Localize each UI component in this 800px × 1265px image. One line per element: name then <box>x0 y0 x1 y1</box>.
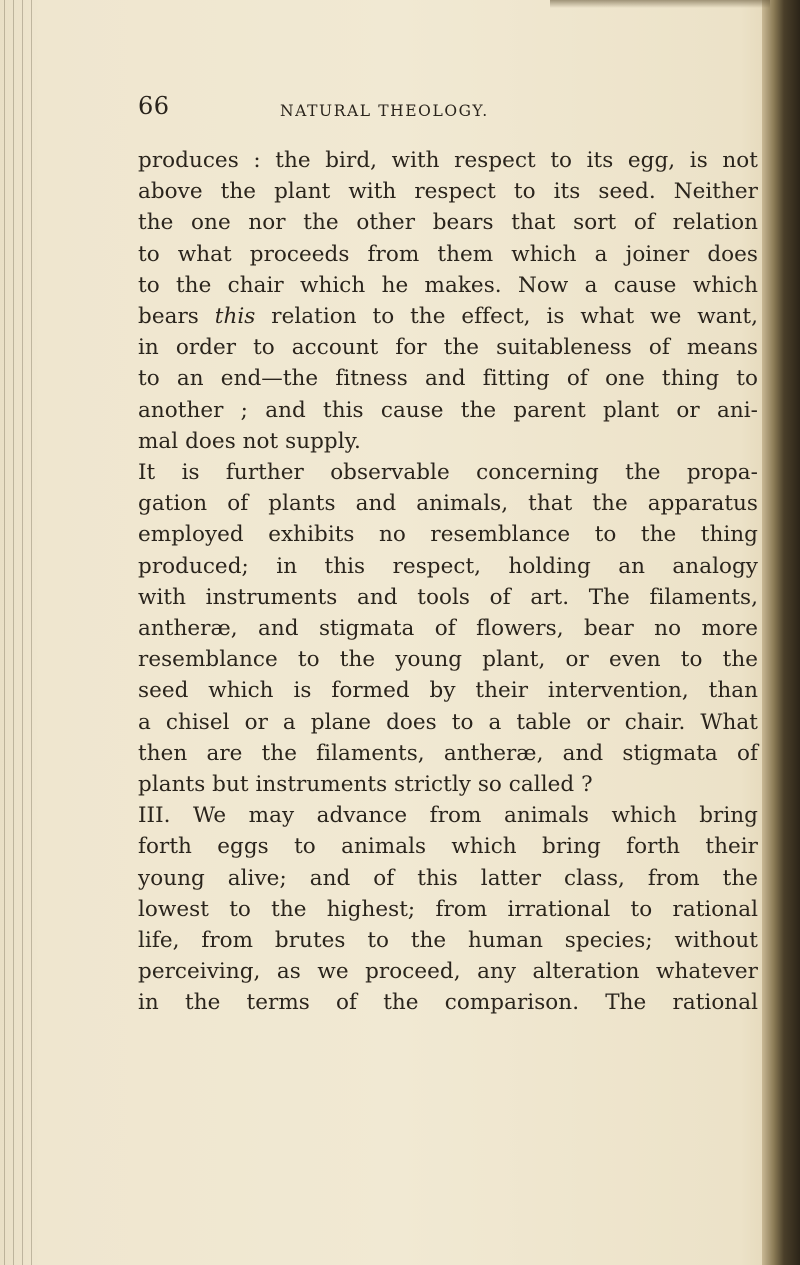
text-line: gation of plants and animals, that the apparatus <box>138 491 758 517</box>
text-line: It is further observable concerning the propa- <box>138 460 758 486</box>
text-line: then are the filaments, antheræ, and stigmata of <box>138 740 758 766</box>
text-line: young alive; and of this latter class, from the <box>138 865 758 891</box>
text-line: to what proceeds from them which a joiner does <box>138 241 758 267</box>
page-header <box>138 92 758 132</box>
text-line: to the chair which he makes. Now a cause which <box>138 272 758 298</box>
text-line: plants but instruments strictly so called ? <box>138 772 593 798</box>
text-line: mal does not supply. <box>138 428 361 454</box>
text-line: antheræ, and stigmata of flowers, bear no more <box>138 616 758 642</box>
text-line: produces : the bird, with respect to its egg, is not <box>138 148 758 173</box>
text-line: lowest to the highest; from irrational to rational <box>138 896 758 922</box>
text-line: above the plant with respect to its seed. Neither <box>138 179 758 205</box>
text-line: another ; and this cause the parent plant or ani- <box>138 397 758 423</box>
page-number: 66 <box>138 92 170 120</box>
text-line: resemblance to the young plant, or even to the <box>138 647 758 673</box>
text-line: in the terms of the comparison. The rational <box>138 990 758 1016</box>
text-line: III. We may advance from animals which bring <box>138 803 758 829</box>
text-line: in order to account for the suitableness of means <box>138 335 758 361</box>
page-edge-shadow <box>550 0 770 8</box>
running-head: NATURAL THEOLOGY. <box>280 102 489 120</box>
text-line-with-italic <box>138 301 758 332</box>
text-line: life, from brutes to the human species; without <box>138 928 758 954</box>
text-line: with instruments and tools of art. The filaments, <box>138 584 758 610</box>
page-edge-right <box>762 0 800 1265</box>
text-line: produced; in this respect, holding an analogy <box>138 553 758 579</box>
text-line: forth eggs to animals which bring forth their <box>138 834 758 860</box>
italic-word: this <box>214 304 256 330</box>
book-gutter <box>0 0 40 1265</box>
text-line: to an end—the fitness and fitting of one thing to <box>138 366 758 392</box>
text-line: the one nor the other bears that sort of relation <box>138 210 758 236</box>
body-text <box>138 145 758 1019</box>
text-line: employed exhibits no resemblance to the thing <box>138 522 758 548</box>
text-line: seed which is formed by their intervention, than <box>138 678 758 704</box>
text-line: perceiving, as we proceed, any alteration whatever <box>138 959 758 985</box>
text-fragment: bears <box>138 304 199 330</box>
text-fragment: relation to the effect, is what we want, <box>271 304 759 330</box>
text-line: a chisel or a plane does to a table or chair. What <box>138 709 758 735</box>
